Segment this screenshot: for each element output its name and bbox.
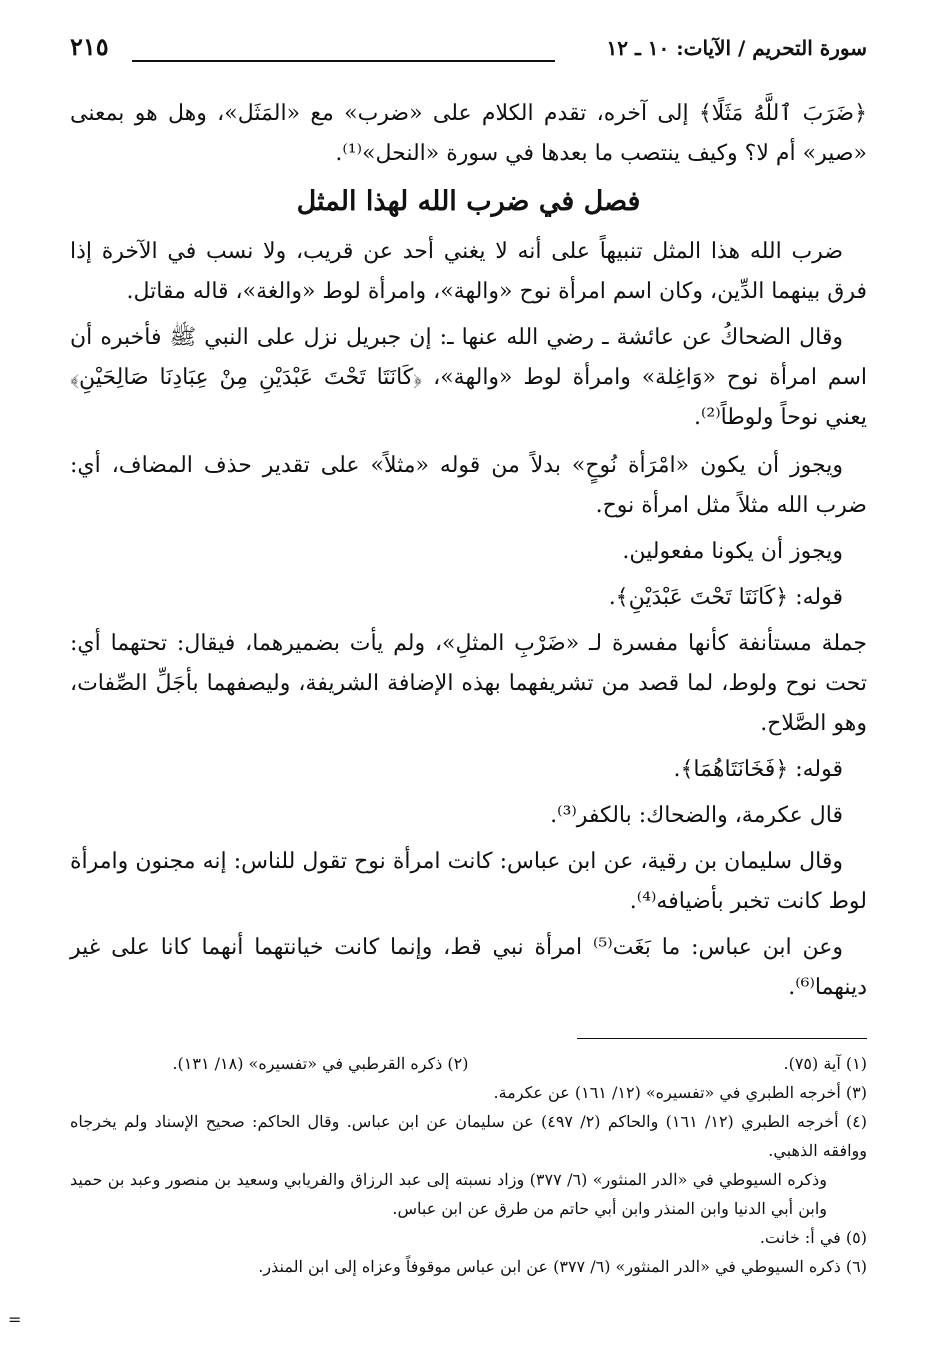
paragraph: قال عكرمة، والضحاك: بالكفر⁽³⁾. bbox=[550, 803, 843, 828]
header-rule bbox=[132, 60, 555, 62]
paragraph: وقال سليمان بن رقية، عن ابن عباس: كانت امرأة نوح تقول للناس: إنه مجنون وامرأة لوط كانت تخبر بأضيافه⁽⁴⁾. bbox=[70, 849, 867, 914]
footnote-1: (١) آية (٧٥). bbox=[783, 1054, 867, 1073]
footnote-5: (٥) في أ: خانت. bbox=[759, 1228, 867, 1247]
footnote-6: (٦) ذكره السيوطي في «الدر المنثور» (٦/ ٣٧٧) عن ابن عباس موقوفاً وعزاه إلى ابن المنذر. bbox=[258, 1257, 867, 1276]
paragraph: ضرب الله هذا المثل تنبيهاً على أنه لا يغني أحد عن قريب، ولا نسب في الآخرة إذا فرق بينهما الدِّين، وكان اسم امرأة نوح «والهة»، وامرأة لوط «والغة»، قاله مقاتل. bbox=[70, 239, 867, 304]
page-number: ٢١٥ bbox=[70, 32, 109, 61]
paragraph: ويجوز أن يكونا مفعولين. bbox=[622, 539, 843, 564]
paragraph: وعن ابن عباس: ما بَغَت⁽⁵⁾ امرأة نبي قط، وإنما كانت خيانتهما أنهما كانا على غير دينهما⁽⁶⁾. bbox=[70, 935, 867, 1000]
footnote-row bbox=[70, 1049, 867, 1078]
footnote-separator bbox=[577, 1038, 867, 1039]
section-heading: فصل في ضرب الله لهذا المثل bbox=[296, 186, 641, 217]
footnote-4-continued: وذكره السيوطي في «الدر المنثور» (٦/ ٣٧٧) وزاد نسبته إلى عبد الرزاق والفريابي وسعيد بن منصور وعبد بن حميد وابن أبي الدنيا وابن المنذر وابن أبي حاتم من طرق عن ابن عباس. bbox=[70, 1170, 828, 1218]
paragraph: ويجوز أن يكون «امْرَأة نُوحٍ» بدلاً من قوله «مثلاً» على تقدير حذف المضاف، أي: ضرب الله مثلاً مثل امرأة نوح. bbox=[70, 453, 867, 518]
running-header bbox=[70, 28, 867, 72]
paragraph: قوله: ﴿كَانَتَا تَحْتَ عَبْدَيْنِ﴾. bbox=[608, 585, 843, 610]
footnotes bbox=[70, 1049, 867, 1281]
paragraph: ﴿ضَرَبَ ٱللَّهُ مَثَلًا﴾ إلى آخره، تقدم الكلام على «ضرب» مع «المَثَل»، وهل هو بمعنى «صير» أم لا؟ وكيف ينتصب ما بعدها في سورة «النحل»⁽¹⁾. bbox=[70, 101, 867, 166]
paragraph: وقال الضحاكُ عن عائشة ـ رضي الله عنها ـ: إن جبريل نزل على النبي ﷺ فأخبره أن اسم امرأة نوح «وَاغِلة» وامرأة لوط «والهة»، ﴿كَانَتَا تَحْتَ عَبْدَيْنِ مِنْ عِبَادِنَا صَالِحَيْنِ﴾ يعني نوحاً ولوطاً⁽²⁾. bbox=[70, 325, 867, 430]
main-text bbox=[70, 94, 867, 1008]
book-page bbox=[70, 28, 867, 1349]
surah-title: سورة التحريم / الآيات: ١٠ ـ ١٢ bbox=[606, 36, 867, 60]
footnote-3: (٣) أخرجه الطبري في «تفسيره» (١٢/ ١٦١) عن عكرمة. bbox=[493, 1083, 867, 1102]
footnote-4: (٤) أخرجه الطبري (١٢/ ١٦١) والحاكم (٢/ ٤٩٧) عن سليمان عن ابن عباس. وقال الحاكم: صحيح الإسناد ولم يخرجاه ووافقه الذهبي. bbox=[70, 1112, 867, 1160]
paragraph: جملة مستأنفة كأنها مفسرة لـ «ضَرْبِ المثلِ»، ولم يأت بضميرهما، فيقال: تحتهما أي: تحت نوح ولوط، لما قصد من تشريفهما بهذه الإضافة الشريفة، وليصفهما بأجَلِّ الصِّفات، وهو الصَّلاح. bbox=[70, 631, 867, 736]
footnote-2: (٢) ذكره القرطبي في «تفسيره» (١٨/ ١٣١). bbox=[172, 1054, 469, 1073]
margin-mark: = bbox=[8, 1310, 22, 1329]
paragraph: قوله: ﴿فَخَانَتَاهُمَا﴾. bbox=[673, 757, 843, 782]
